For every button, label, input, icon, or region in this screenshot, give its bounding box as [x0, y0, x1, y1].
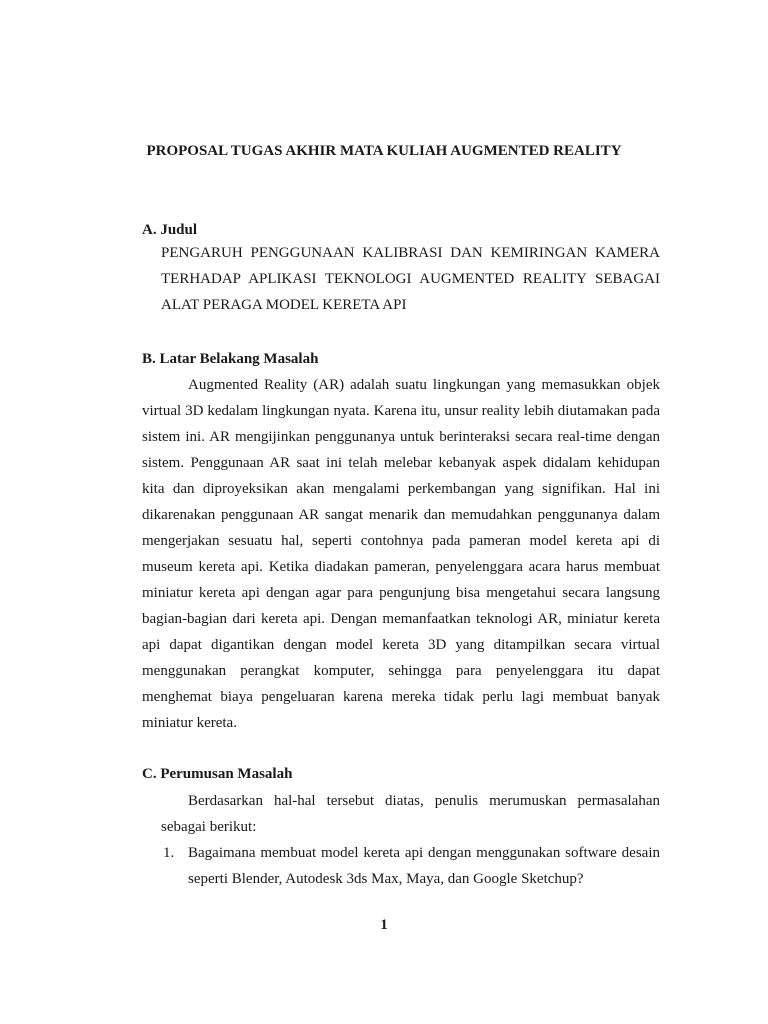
paragraph-line: sistem. Penggunaan AR saat ini telah melebar kebanyak aspek didalam kehidupan	[142, 455, 660, 471]
paragraph-line: menggunakan perangkat komputer, sehingga para penyelenggara itu dapat	[142, 663, 660, 679]
paragraph-line: api dapat digantikan dengan model kereta 3D yang ditampilkan secara virtual	[142, 637, 660, 653]
section-b-heading: B. Latar Belakang Masalah	[142, 351, 319, 367]
paragraph-line: mengerjakan sesuatu hal, seperti contohnya pada pameran model kereta api di	[142, 533, 660, 549]
paragraph-line: museum kereta api. Ketika diadakan pameran, penyelenggara acara harus membuat	[142, 559, 660, 575]
list-item-line: seperti Blender, Autodesk 3ds Max, Maya, dan Google Sketchup?	[188, 871, 584, 887]
section-a-heading: A. Judul	[142, 222, 198, 238]
list-item-line: Bagaimana membuat model kereta api dengan menggunakan software desain	[188, 845, 660, 861]
paragraph-line: menghemat biaya pengeluaran karena mereka tidak perlu lagi membuat banyak	[142, 689, 660, 705]
section-c-heading: C. Perumusan Masalah	[142, 766, 293, 782]
intro-line: sebagai berikut:	[161, 819, 257, 835]
list-item	[188, 840, 660, 892]
section-a-line: TERHADAP APLIKASI TEKNOLOGI AUGMENTED REALITY SEBAGAI	[161, 271, 660, 287]
paragraph-line: sistem ini. AR mengijinkan penggunanya untuk berinteraksi secara real-time dengan	[142, 429, 660, 445]
list-item-number: 1.	[163, 845, 175, 861]
section-a-line: ALAT PERAGA MODEL KERETA API	[161, 297, 407, 313]
page-number: 1	[380, 917, 388, 933]
document-title: PROPOSAL TUGAS AKHIR MATA KULIAH AUGMENTED REALITY	[146, 143, 622, 159]
paragraph-line: bagian-bagian dari kereta api. Dengan memanfaatkan teknologi AR, miniatur kereta	[142, 611, 660, 627]
section-b-paragraph	[142, 372, 660, 736]
section-a-line: PENGARUH PENGGUNAAN KALIBRASI DAN KEMIRINGAN KAMERA	[161, 245, 660, 261]
intro-line: Berdasarkan hal-hal tersebut diatas, penulis merumuskan permasalahan	[188, 793, 660, 809]
paragraph-line: miniatur kereta api dengan agar para pengunjung bisa mengetahui secara langsung	[142, 585, 660, 601]
section-a-title-block	[161, 240, 660, 318]
section-c-intro	[161, 788, 660, 840]
paragraph-line: dikarenakan penggunaan AR sangat menarik dan memudahkan penggunanya dalam	[142, 507, 660, 523]
paragraph-line: Augmented Reality (AR) adalah suatu lingkungan yang memasukkan objek	[188, 377, 660, 393]
paragraph-line: virtual 3D kedalam lingkungan nyata. Karena itu, unsur reality lebih diutamakan pada	[142, 403, 660, 419]
paragraph-line: miniatur kereta.	[142, 715, 237, 731]
paragraph-line: kita dan diproyeksikan akan mengalami perkembangan yang signifikan. Hal ini	[142, 481, 660, 497]
